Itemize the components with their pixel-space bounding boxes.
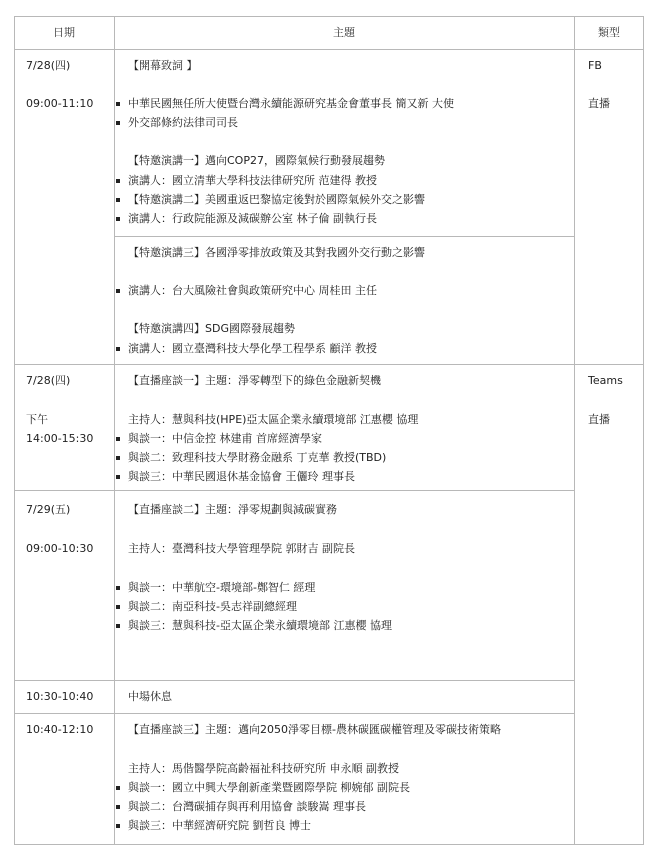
row-divider [114, 236, 574, 237]
schedule-table [14, 16, 644, 845]
agenda-item: 演講人：行政院能源及減碳辦公室 林子倫 副執行長 [128, 212, 377, 225]
row-divider [14, 490, 574, 491]
bullet-icon [116, 289, 120, 293]
agenda-item: 與談三：中華經濟研究院 劉哲良 博士 [128, 819, 311, 832]
bullet-icon [116, 586, 120, 590]
agenda-item: 【開幕致詞 】 [128, 59, 198, 72]
row-divider [14, 364, 644, 365]
agenda-item: 與談三：慧與科技-亞太區企業永續環境部 江惠櫻 協理 [128, 619, 392, 632]
agenda-item: 主持人：慧與科技(HPE)亞太區企業永續環境部 江惠櫻 協理 [128, 413, 419, 426]
header-type: 類型 [598, 26, 620, 39]
agenda-item: 演講人：國立臺灣科技大學化學工程學系 顧洋 教授 [128, 342, 377, 355]
bullet-icon [116, 456, 120, 460]
agenda-item: 【直播座談三】主題：邁向2050淨零目標-農林碳匯碳權管理及零碳技術策略 [128, 723, 501, 736]
table-border-right [643, 16, 644, 845]
session-time: 14:00-15:30 [26, 432, 94, 445]
break-label: 中場休息 [128, 690, 172, 703]
table-border-left [14, 16, 15, 845]
agenda-item: 【直播座談一】主題：淨零轉型下的綠色金融新契機 [128, 374, 381, 387]
row-divider [14, 713, 574, 714]
table-border-bottom [14, 844, 644, 845]
agenda-item: 與談二：南亞科技-吳志祥副總經理 [128, 600, 297, 613]
agenda-item: 與談一：中華航空-環境部-鄭智仁 經理 [128, 581, 316, 594]
session-type-mode: 直播 [588, 413, 610, 426]
agenda-item: 【直播座談二】主題：淨零規劃與減碳實務 [128, 503, 337, 516]
bullet-icon [116, 198, 120, 202]
bullet-icon [116, 786, 120, 790]
session-type: Teams [588, 374, 623, 387]
bullet-icon [116, 179, 120, 183]
column-divider [574, 16, 575, 845]
row-divider [14, 680, 574, 681]
agenda-item: 主持人：馬偕醫學院高齡福祉科技研究所 申永順 副教授 [128, 762, 399, 775]
column-divider [114, 16, 115, 845]
bullet-icon [116, 824, 120, 828]
agenda-item: 與談二：致理科技大學財務金融系 丁克華 教授(TBD) [128, 451, 387, 464]
agenda-item: 【特邀演講三】各國淨零排放政策及其對我國外交行動之影響 [128, 246, 425, 259]
bullet-icon [116, 347, 120, 351]
agenda-item: 演講人：國立清華大學科技法律研究所 范建得 教授 [128, 174, 377, 187]
session-type-mode: 直播 [588, 97, 610, 110]
header-topic: 主題 [333, 26, 355, 39]
bullet-icon [116, 121, 120, 125]
agenda-item: 中華民國無任所大使暨台灣永續能源研究基金會董事長 簡又新 大使 [128, 97, 454, 110]
session-date: 7/29(五) [26, 503, 71, 516]
bullet-icon [116, 624, 120, 628]
session-time: 10:40-12:10 [26, 723, 94, 736]
session-time: 09:00-10:30 [26, 542, 94, 555]
header-divider [14, 49, 644, 50]
session-date: 7/28(四) [26, 59, 71, 72]
session-type: FB [588, 59, 602, 72]
bullet-icon [116, 805, 120, 809]
bullet-icon [116, 475, 120, 479]
agenda-item: 【特邀演講一】邁向COP27，國際氣候行動發展趨勢 [128, 154, 385, 167]
bullet-icon [116, 437, 120, 441]
bullet-icon [116, 217, 120, 221]
bullet-icon [116, 102, 120, 106]
agenda-item: 外交部條約法律司司長 [128, 116, 238, 129]
table-border-top [14, 16, 644, 17]
agenda-item: 【特邀演講二】美國重返巴黎協定後對於國際氣候外交之影響 [128, 193, 425, 206]
agenda-item: 與談三：中華民國退休基金協會 王儷玲 理事長 [128, 470, 355, 483]
agenda-item: 與談一：國立中興大學創新產業暨國際學院 柳婉郁 副院長 [128, 781, 410, 794]
header-date: 日期 [53, 26, 75, 39]
session-time: 10:30-10:40 [26, 690, 94, 703]
session-time-label: 下午 [26, 413, 48, 426]
agenda-item: 演講人：台大風險社會與政策研究中心 周桂田 主任 [128, 284, 377, 297]
agenda-item: 主持人：臺灣科技大學管理學院 郭財吉 副院長 [128, 542, 355, 555]
bullet-icon [116, 605, 120, 609]
agenda-item: 與談二：台灣碳捕存與再利用協會 談駿嵩 理事長 [128, 800, 366, 813]
agenda-item: 與談一：中信金控 林建甫 首席經濟學家 [128, 432, 322, 445]
session-date: 7/28(四) [26, 374, 71, 387]
session-time: 09:00-11:10 [26, 97, 94, 110]
agenda-item: 【特邀演講四】SDG國際發展趨勢 [128, 322, 295, 335]
